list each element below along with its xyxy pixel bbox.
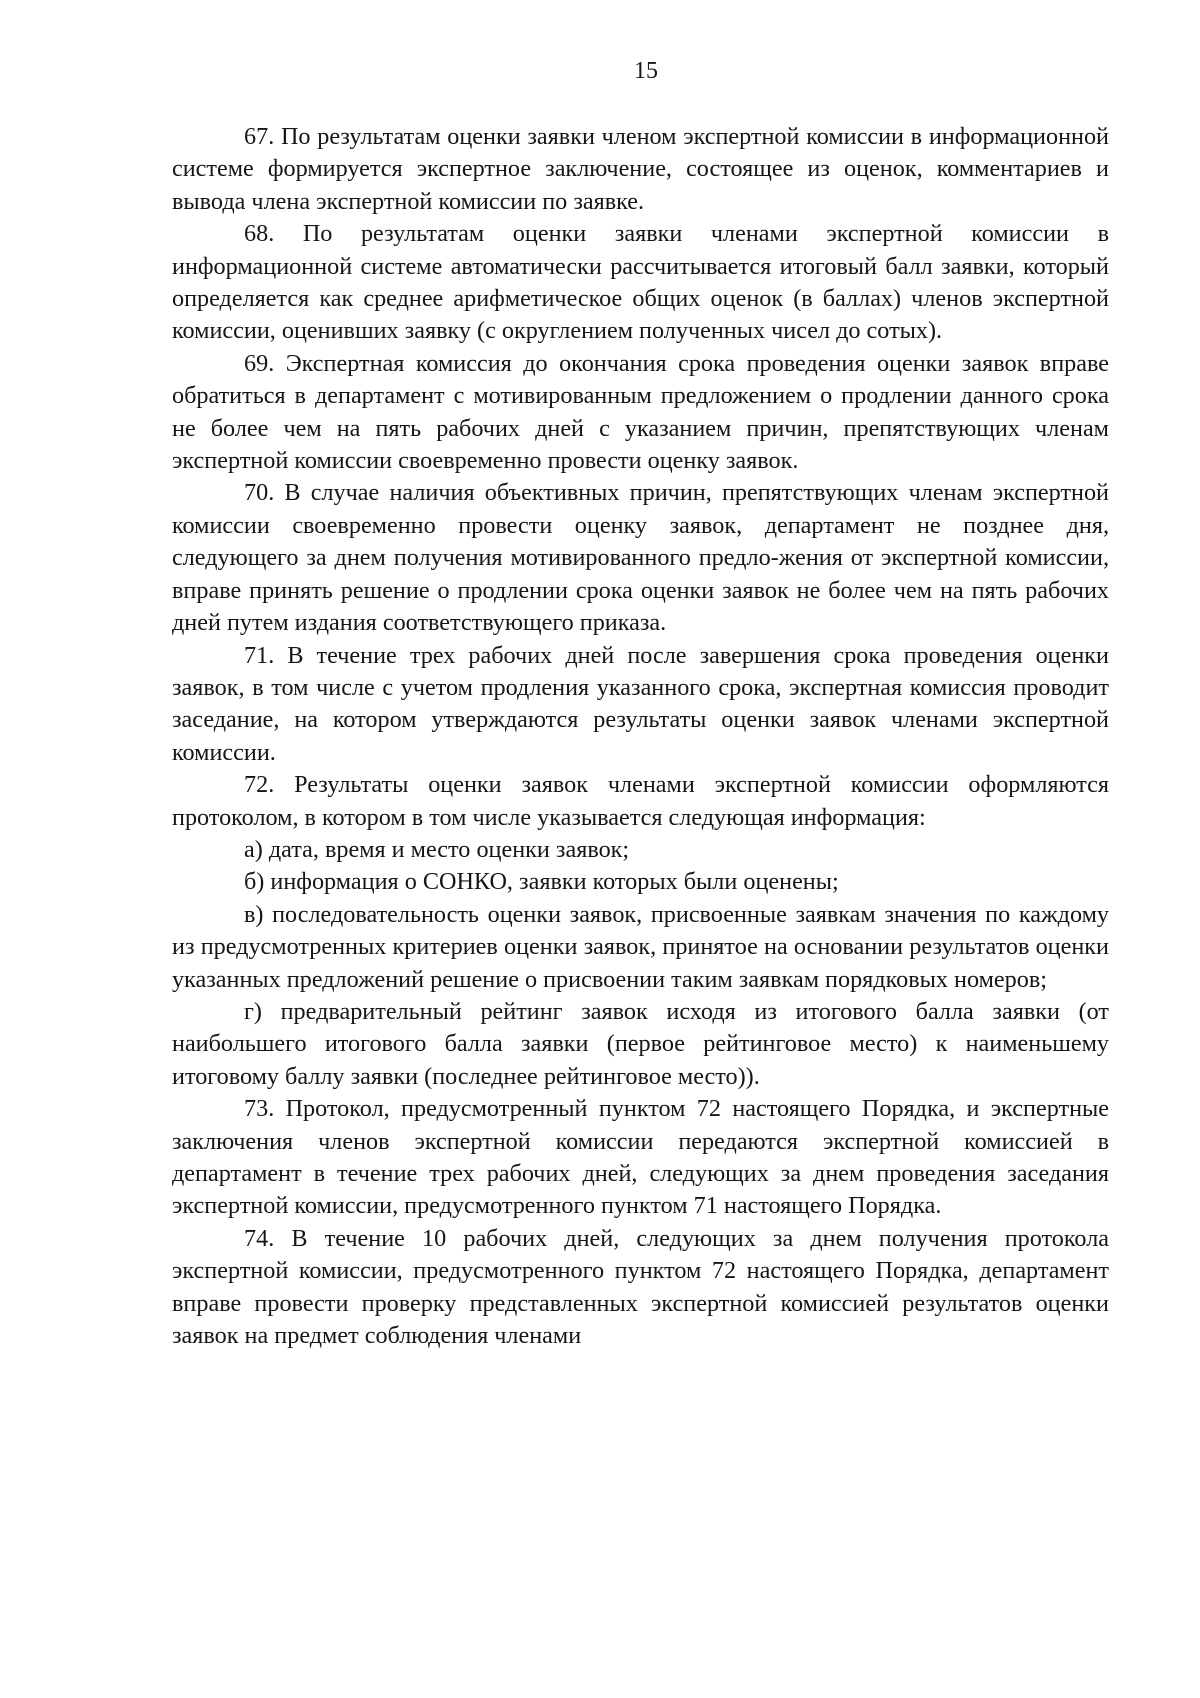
paragraph-70: 70. В случае наличия объективных причин, препятствующих членам экспертной комиссии своевременно провести оценку заявок, департамент не позднее дня, следующего за днем получения мотивированного предло-жения от экспертной комиссии, вправе принять решение о продлении срока оценки заявок не более чем на пять рабочих дней путем издания соответствующего приказа. <box>172 479 1109 637</box>
list-item-a: а) дата, время и место оценки заявок; <box>244 835 630 863</box>
page-number: 15 <box>634 58 658 84</box>
document-body <box>172 121 1109 1352</box>
paragraph-74: 74. В течение 10 рабочих дней, следующих за днем получения протокола экспертной комиссии, предусмотренного пунктом 72 настоящего Порядка, департамент вправе провести проверку представленных экспертной комиссией результатов оценки заявок на предмет соблюдения членами <box>172 1224 1109 1350</box>
list-item-v: в) последовательность оценки заявок, присвоенные заявкам значения по каждому из предусмотренных критериев оценки заявок, принятое на основании результатов оценки указанных предложений решение о присвоении таким заявкам порядковых номеров; <box>172 900 1109 993</box>
list-item-g: г) предварительный рейтинг заявок исходя из итогового балла заявки (от наибольшего итогового балла заявки (первое рейтинговое место) к наименьшему итоговому баллу заявки (последнее рейтинговое место)). <box>172 997 1109 1090</box>
paragraph-69: 69. Экспертная комиссия до окончания срока проведения оценки заявок вправе обратиться в департамент с мотивированным предложением о продлении данного срока не более чем на пять рабочих дней с указанием причин, препятствующих членам экспертной комиссии своевременно провести оценку заявок. <box>172 349 1109 475</box>
paragraph-72: 72. Результаты оценки заявок членами экспертной комиссии оформляются протоколом, в котором в том числе указывается следующая информация: <box>172 771 1109 831</box>
paragraph-68: 68. По результатам оценки заявки членами экспертной комиссии в информационной системе автоматически рассчитывается итоговый балл заявки, который определяется как среднее арифметическое общих оценок (в баллах) членов экспертной комиссии, оценивших заявку (с округлением полученных чисел до сотых). <box>172 220 1109 345</box>
list-item-b: б) информация о СОНКО, заявки которых были оценены; <box>244 868 839 896</box>
paragraph-73: 73. Протокол, предусмотренный пунктом 72 настоящего Порядка, и экспертные заключения членов экспертной комиссии передаются экспертной комиссией в департамент в течение трех рабочих дней, следующих за днем проведения заседания экспертной комиссии, предусмотренного пунктом 71 настоящего Порядка. <box>172 1095 1109 1220</box>
paragraph-67: 67. По результатам оценки заявки членом экспертной комиссии в информационной системе формируется экспертное заключение, состоящее из оценок, комментариев и вывода члена экспертной комиссии по заявке. <box>172 123 1109 215</box>
paragraph-71: 71. В течение трех рабочих дней после завершения срока проведения оценки заявок, в том числе с учетом продления указанного срока, экспертная комиссия проводит заседание, на котором утверждаются результаты оценки заявок членами экспертной комиссии. <box>172 641 1109 766</box>
